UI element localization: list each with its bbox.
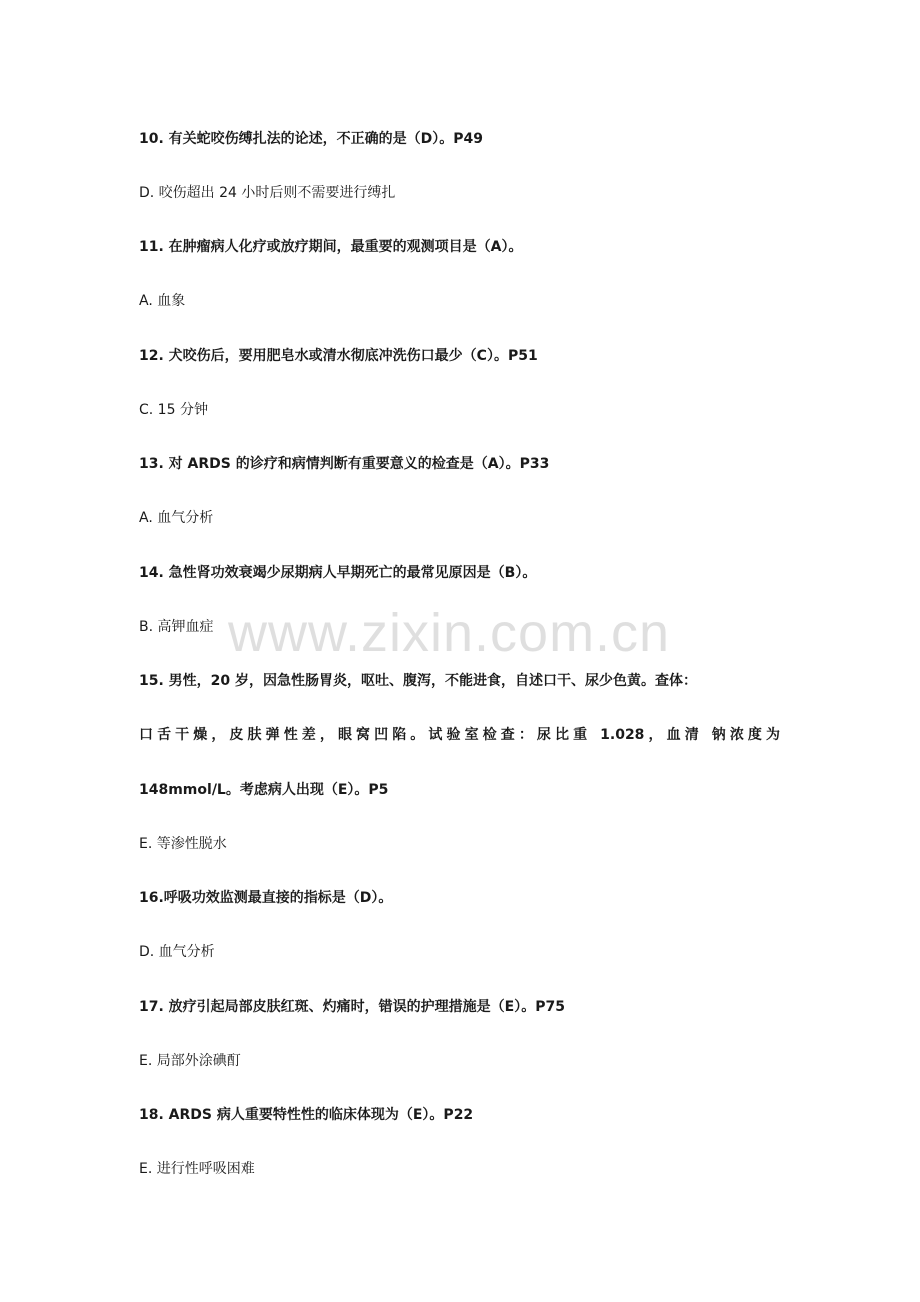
question-15-line-1: 15. 男性，20 岁，因急性肠胃炎，呕吐、腹泻，不能进食，自述口干、尿少色黄。查体： (139, 673, 698, 689)
question-18: 18. ARDS 病人重要特性性的临床体现为（E）。P22 (139, 1107, 474, 1123)
answer-12: C. 15 分钟 (139, 402, 208, 418)
question-16: 16.呼吸功效监测最直接的指标是（D）。 (139, 890, 393, 906)
question-15-line-3: 148mmol/L。考虑病人出现（E）。P5 (139, 782, 389, 798)
answer-16: D. 血气分析 (139, 944, 215, 960)
answer-17: E. 局部外涂碘酊 (139, 1053, 241, 1069)
question-11: 11. 在肿瘤病人化疗或放疗期间，最重要的观测项目是（A）。 (139, 239, 523, 255)
watermark: www.zixin.com.cn (228, 603, 671, 663)
question-13: 13. 对 ARDS 的诊疗和病情判断有重要意义的检查是（A）。P33 (139, 456, 550, 472)
answer-13: A. 血气分析 (139, 510, 214, 526)
question-12: 12. 犬咬伤后，要用肥皂水或清水彻底冲洗伤口最少（C）。P51 (139, 348, 538, 364)
question-10: 10. 有关蛇咬伤缚扎法的论述，不正确的是（D）。P49 (139, 131, 484, 147)
answer-18: E. 进行性呼吸困难 (139, 1161, 255, 1177)
answer-14: B. 高钾血症 (139, 619, 214, 635)
answer-11: A. 血象 (139, 293, 186, 309)
answer-15: E. 等渗性脱水 (139, 836, 227, 852)
question-15-line-2: 口舌干燥，皮肤弹性差，眼窝凹陷。试验室检查：尿比重 1.028，血清 钠浓度为 (139, 727, 780, 743)
question-17: 17. 放疗引起局部皮肤红斑、灼痛时，错误的护理措施是（E）。P75 (139, 999, 565, 1015)
answer-10: D. 咬伤超出 24 小时后则不需要进行缚扎 (139, 185, 396, 201)
question-14: 14. 急性肾功效衰竭少尿期病人早期死亡的最常见原因是（B）。 (139, 565, 537, 581)
